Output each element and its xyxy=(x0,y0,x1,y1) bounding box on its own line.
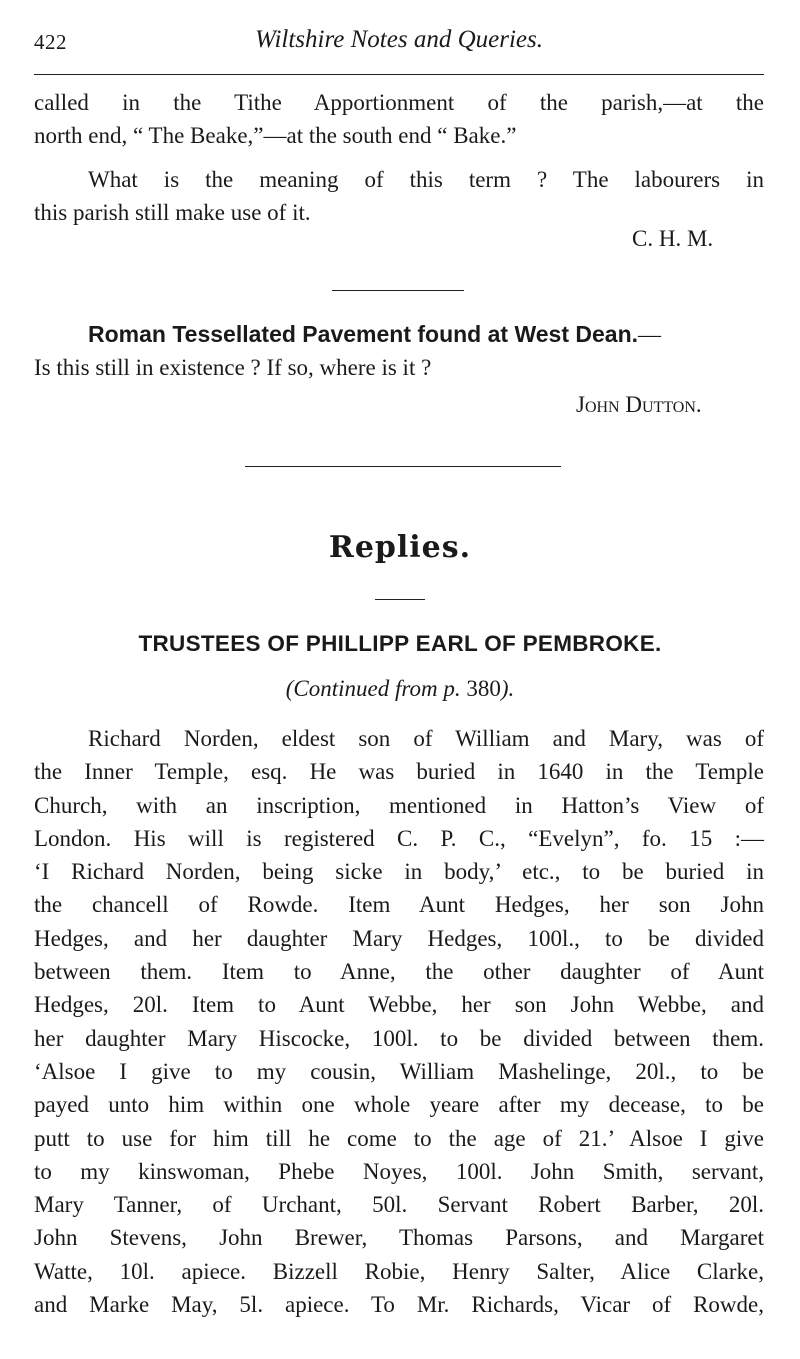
text-line: ‘I Richard Norden, being sicke in body,’ etc., to be buried in xyxy=(34,859,764,885)
text-line: called in the Tithe Apportionment of the parish,—at the xyxy=(34,90,764,115)
replies-heading: Replies. xyxy=(328,530,472,565)
text-line: her daughter Mary Hiscocke, 100l. to be divided between them. xyxy=(34,1025,764,1051)
text-line: Watte, 10l. apiece. Bizzell Robie, Henry Salter, Alice Clarke, xyxy=(34,1258,764,1284)
continued-note xyxy=(0,676,800,702)
section-divider xyxy=(332,290,464,291)
text-line: putt to use for him till he come to the age of 21.’ Alsoe I give xyxy=(34,1125,764,1151)
text-line: ‘Alsoe I give to my cousin, William Mashelinge, 20l., to be xyxy=(34,1058,764,1084)
text-line: Is this still in existence ? If so, where is it ? xyxy=(34,355,432,381)
text-line: Hedges, and her daughter Mary Hedges, 100l., to be divided xyxy=(34,925,764,951)
text-line: Church, with an inscription, mentioned in Hatton’s View of xyxy=(34,792,764,818)
query-signature-dutton: John Dutton. xyxy=(576,392,702,417)
text-line: payed unto him within one whole yeare after my decease, to be xyxy=(34,1092,764,1118)
running-title: Wiltshire Notes and Queries. xyxy=(255,26,543,53)
title-dash: — xyxy=(638,322,662,347)
text-line: What is the meaning of this term ? The labourers in xyxy=(88,167,764,192)
text-line: between them. Item to Anne, the other daughter of Aunt xyxy=(34,959,764,985)
query-signature-chm: C. H. M. xyxy=(632,226,714,251)
query-title: Roman Tessellated Pavement found at West Dean. xyxy=(88,321,639,347)
text-line: the Inner Temple, esq. He was buried in 1640 in the Temple xyxy=(34,759,764,785)
article-title: TRUSTEES OF PHILLIPP EARL OF PEMBROKE. xyxy=(138,631,662,656)
text-line: John Stevens, John Brewer, Thomas Parsons, and Margaret xyxy=(34,1225,764,1251)
text-line: London. His will is registered C. P. C., “Evelyn”, fo. 15 :— xyxy=(34,825,764,851)
short-divider xyxy=(375,599,425,600)
text-line: north end, “ The Beake,”—at the south end “ Bake.” xyxy=(34,123,517,149)
section-divider-long xyxy=(245,466,561,467)
text-line: Mary Tanner, of Urchant, 50l. Servant Robert Barber, 20l. xyxy=(34,1192,764,1218)
page-number: 422 xyxy=(34,30,67,54)
text-line: Hedges, 20l. Item to Aunt Webbe, her son John Webbe, and xyxy=(34,992,764,1018)
query-paragraph-2 xyxy=(34,163,764,230)
continued-page: 380 xyxy=(466,676,501,701)
continued-suffix: ). xyxy=(500,676,515,701)
text-line: Richard Norden, eldest son of William and Mary, was of xyxy=(88,726,764,751)
text-line: the chancell of Rowde. Item Aunt Hedges, her son John xyxy=(34,892,764,918)
text-line: this parish still make use of it. xyxy=(34,200,311,226)
text-line: to my kinswoman, Phebe Noyes, 100l. John Smith, servant, xyxy=(34,1158,764,1184)
text-line: and Marke May, 5l. apiece. To Mr. Richards, Vicar of Rowde, xyxy=(34,1292,764,1318)
running-header xyxy=(34,20,764,70)
continued-prefix: (Continued from p. xyxy=(285,676,461,701)
article-body xyxy=(34,722,764,1321)
header-rule xyxy=(34,74,764,75)
query-roman-pavement xyxy=(34,318,764,385)
query-paragraph-1 xyxy=(34,86,764,153)
